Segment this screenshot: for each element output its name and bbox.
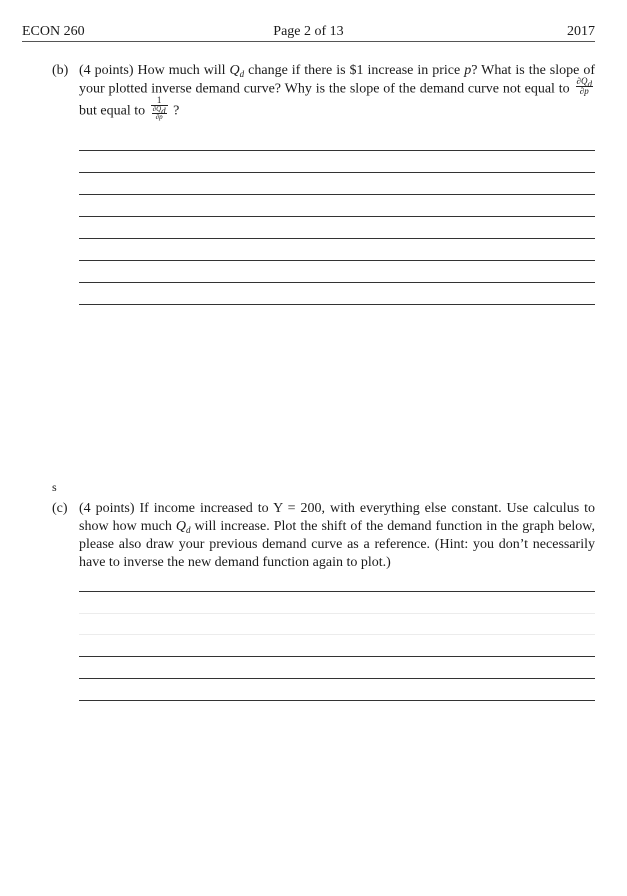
qb-q-symbol: Q — [229, 63, 240, 78]
answer-line — [79, 304, 595, 305]
answer-line — [79, 260, 595, 261]
question-b — [52, 62, 595, 124]
question-c-text — [79, 500, 595, 572]
frac1-denominator: ∂p — [579, 86, 589, 96]
qb-text-5: ? — [169, 103, 180, 119]
stray-mark: s — [52, 480, 57, 494]
header-divider — [22, 41, 595, 42]
answer-line — [79, 172, 595, 173]
answer-line — [79, 678, 595, 679]
answer-line-faint — [79, 634, 595, 635]
frac2-numerator: 1 — [151, 96, 168, 106]
answer-line-faint — [79, 613, 595, 614]
answer-line — [79, 194, 595, 195]
answer-line — [79, 282, 595, 283]
page-number: Page 2 of 13 — [273, 24, 344, 39]
course-code: ECON 260 — [22, 24, 85, 39]
page-header — [22, 24, 595, 42]
qb-p-symbol: p — [464, 63, 472, 78]
answer-line — [79, 700, 595, 701]
qc-text-2: , with everything else constant. Use calculus to show how much — [79, 501, 595, 534]
question-c — [52, 500, 595, 572]
frac1-numerator: $\partial Q_d$ — [576, 76, 592, 89]
exam-year: 2017 — [567, 24, 595, 39]
qc-q-symbol: Q — [175, 519, 186, 534]
nested-derivative-fraction: $\frac{\partial Q_d}{\partial p}$ — [152, 105, 166, 121]
qc-text-1: (4 points) If income increased to — [79, 501, 274, 516]
question-b-text — [79, 62, 595, 124]
reciprocal-fraction — [151, 96, 168, 121]
qb-text-3: ? What is the slope of your plotted inverse demand curve? Why is the slope of the demand curve not equal to — [79, 63, 595, 97]
qc-text-3: will increase. Plot the shift of the demand function in the graph below, please also draw your previous demand curve as a reference. (Hint: you don’t necessarily have to inverse the new demand function again to plot.) — [79, 519, 595, 570]
qb-text-2: change if there is $1 increase in price — [244, 63, 465, 78]
qc-income-expression: Y = 200 — [273, 501, 322, 516]
answer-line — [79, 150, 595, 151]
qb-q-subscript: d — [239, 69, 245, 79]
partial-derivative-fraction — [576, 77, 593, 96]
answer-line — [79, 591, 595, 592]
question-c-label: (c) — [52, 501, 68, 516]
qc-q-subscript: d — [186, 525, 191, 535]
frac2-denominator — [151, 106, 168, 121]
answer-line — [79, 656, 595, 657]
qb-text-1: (4 points) How much will — [79, 63, 230, 78]
answer-line — [79, 238, 595, 239]
answer-line — [79, 216, 595, 217]
qb-text-4: but equal to — [79, 103, 149, 119]
question-b-label: (b) — [52, 63, 69, 78]
